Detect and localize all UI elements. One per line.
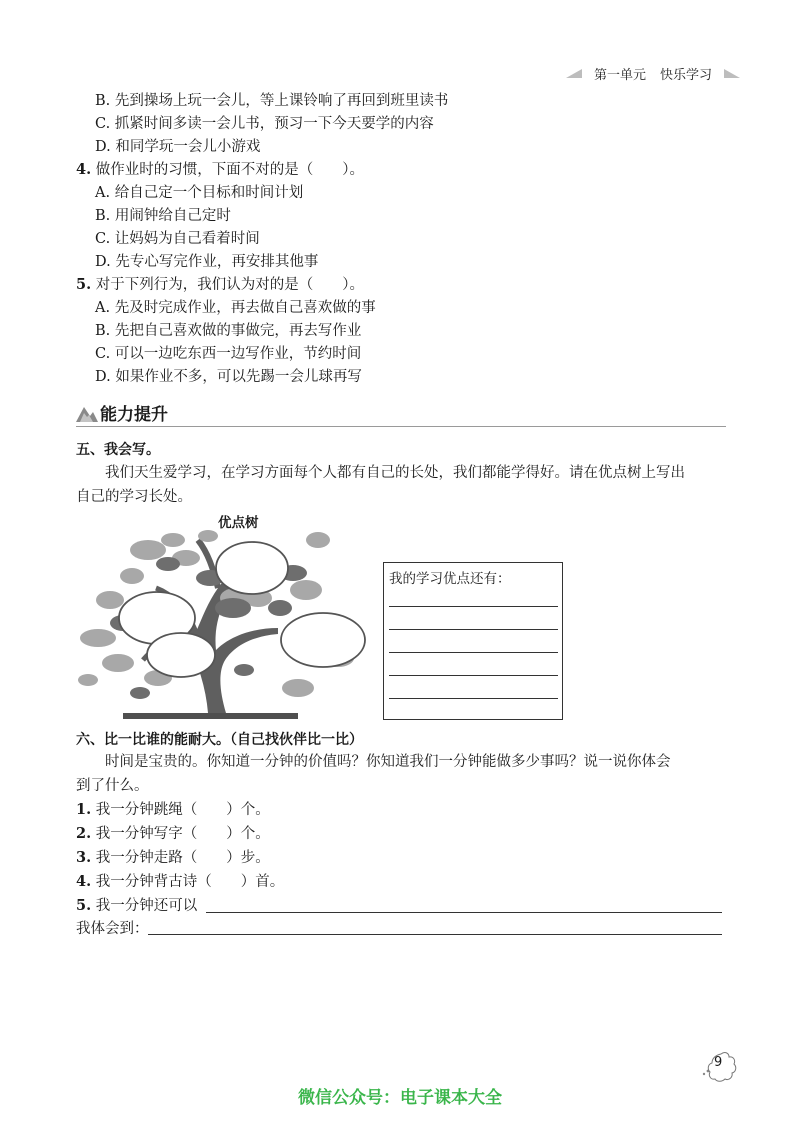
q4-text: 做作业时的习惯，下面不对的是（ ）。 bbox=[95, 162, 364, 178]
section-banner bbox=[76, 398, 726, 428]
header-left-triangle bbox=[566, 69, 582, 78]
part6-item-5 bbox=[76, 896, 197, 916]
part6-item-4 bbox=[76, 872, 284, 892]
mountain-icon bbox=[76, 404, 98, 422]
part6-paragraph-line1: 时间是宝贵的。你知道一分钟的价值吗？你知道我们一分钟能做多少事吗？说一说你体会 bbox=[105, 754, 671, 770]
footer-watermark: 微信公众号：电子课本大全 bbox=[298, 1088, 502, 1108]
reflection-label: 我体会到： bbox=[76, 921, 149, 937]
item-text: 我一分钟写字（ ）个。 bbox=[95, 826, 270, 842]
item-text: 我一分钟跳绳（ ）个。 bbox=[95, 802, 270, 818]
part5-paragraph-line2: 自己的学习长处。 bbox=[76, 489, 192, 505]
page-number: 9 bbox=[714, 1055, 723, 1070]
merit-tree-illustration bbox=[68, 528, 368, 723]
item-number: 1. bbox=[76, 801, 92, 818]
part6-heading: 六、比一比谁的能耐大。（自己找伙伴比一比） bbox=[76, 732, 363, 748]
merit-writing-box[interactable] bbox=[383, 562, 563, 720]
item-text: 我一分钟走路（ ）步。 bbox=[95, 850, 270, 866]
writing-line[interactable] bbox=[389, 606, 558, 607]
q4-number: 4. bbox=[76, 161, 92, 178]
item-number: 4. bbox=[76, 873, 92, 890]
q4-option-c: C. 让妈妈为自己看着时间 bbox=[95, 231, 260, 247]
item-text: 我一分钟背古诗（ ）首。 bbox=[95, 874, 285, 890]
part6-paragraph-line2: 到了什么。 bbox=[76, 778, 149, 794]
q5-stem bbox=[76, 275, 364, 295]
q4-option-d: D. 先专心写完作业，再安排其他事 bbox=[95, 254, 319, 270]
item-number: 2. bbox=[76, 825, 92, 842]
section-divider bbox=[76, 426, 726, 427]
section-title: 能力提升 bbox=[100, 405, 168, 425]
q4-option-b: B. 用闹钟给自己定时 bbox=[95, 208, 231, 224]
q4-option-a: A. 给自己定一个目标和时间计划 bbox=[95, 185, 304, 201]
writing-line[interactable] bbox=[389, 652, 558, 653]
unit-header bbox=[566, 60, 740, 86]
header-right-triangle bbox=[724, 69, 740, 78]
part6-item-2 bbox=[76, 824, 270, 844]
writing-line[interactable] bbox=[389, 675, 558, 676]
merit-box-title: 我的学习优点还有： bbox=[389, 571, 511, 587]
part6-item-1 bbox=[76, 800, 270, 820]
q5-option-c: C. 可以一边吃东西一边写作业，节约时间 bbox=[95, 346, 362, 362]
writing-line[interactable] bbox=[389, 629, 558, 630]
item5-answer-line[interactable] bbox=[206, 912, 722, 913]
unit-label: 第一单元 bbox=[593, 67, 646, 83]
q3-option-b: B. 先到操场上玩一会儿，等上课铃响了再回到班里读书 bbox=[95, 93, 449, 109]
unit-topic: 快乐学习 bbox=[659, 67, 712, 83]
q5-text: 对于下列行为，我们认为对的是（ ）。 bbox=[95, 277, 364, 293]
q5-option-d: D. 如果作业不多，可以先踢一会儿球再写 bbox=[95, 369, 362, 385]
tree-title: 优点树 bbox=[218, 515, 259, 531]
q4-stem bbox=[76, 160, 364, 180]
part5-paragraph-line1: 我们天生爱学习，在学习方面每个人都有自己的长处，我们都能学得好。请在优点树上写出 bbox=[105, 465, 685, 481]
part6-item-3 bbox=[76, 848, 270, 868]
q5-number: 5. bbox=[76, 276, 92, 293]
item-number: 5. bbox=[76, 897, 92, 914]
item-number: 3. bbox=[76, 849, 92, 866]
part5-heading: 五、我会写。 bbox=[76, 442, 160, 458]
q3-option-d: D. 和同学玩一会儿小游戏 bbox=[95, 139, 261, 155]
q5-option-b: B. 先把自己喜欢做的事做完，再去写作业 bbox=[95, 323, 362, 339]
q5-option-a: A. 先及时完成作业，再去做自己喜欢做的事 bbox=[95, 300, 376, 316]
q3-option-c: C. 抓紧时间多读一会儿书，预习一下今天要学的内容 bbox=[95, 116, 434, 132]
writing-line[interactable] bbox=[389, 698, 558, 699]
reflection-answer-line[interactable] bbox=[148, 934, 722, 935]
item-text: 我一分钟还可以 bbox=[95, 898, 198, 914]
